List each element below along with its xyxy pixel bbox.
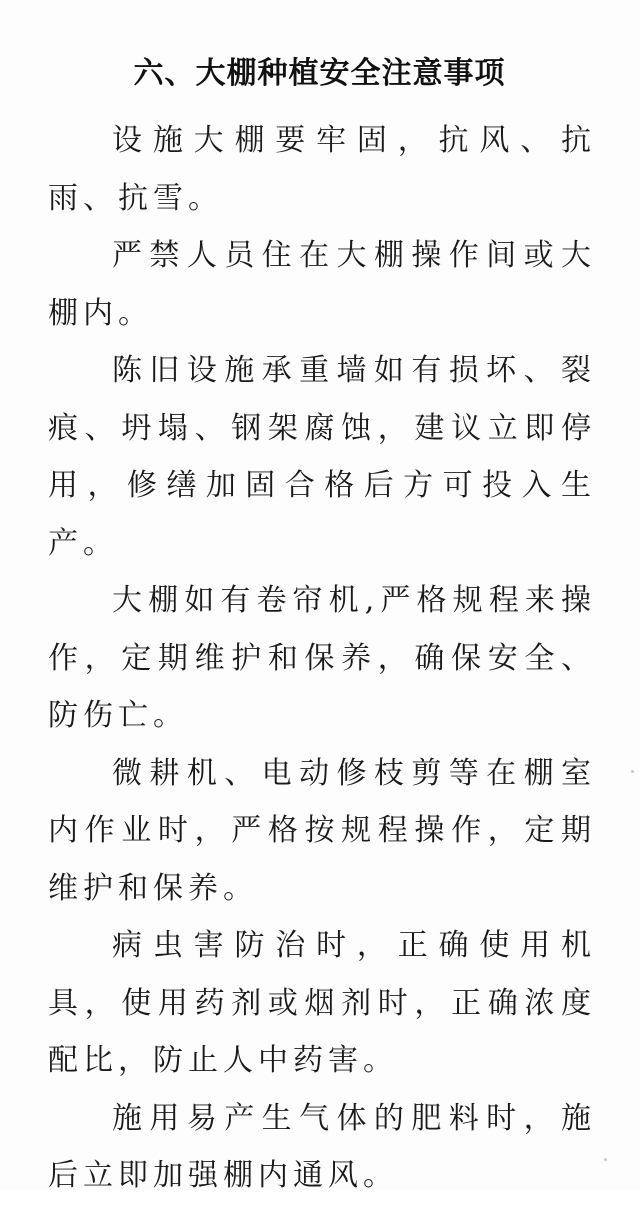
document-body: [48, 112, 596, 1205]
paragraph-3: 陈旧设施承重墙如有损坏、裂痕、坍塌、钢架腐蚀，建议立即停用，修缮加固合格后方可投入生产。: [48, 353, 596, 561]
paragraph-4: 大棚如有卷帘机,严格规程来操作，定期维护和保养，确保安全、防伤亡。: [48, 583, 596, 733]
document-title: 六、大棚种植安全注意事项: [133, 56, 506, 91]
paragraph-6: 病虫害防治时，正确使用机具，使用药剂或烟剂时，正确浓度配比，防止人中药害。: [48, 928, 596, 1078]
scan-speck: [604, 1158, 607, 1161]
scan-speck: [631, 770, 634, 773]
paragraph-1: 设施大棚要牢固，抗风、抗雨、抗雪。: [48, 123, 596, 216]
paragraph-2: 严禁人员住在大棚操作间或大棚内。: [48, 238, 596, 331]
paragraph-7: 施用易产生气体的肥料时，施后立即加强棚内通风。: [48, 1100, 596, 1193]
paragraph-5: 微耕机、电动修枝剪等在棚室内作业时，严格按规程操作，定期维护和保养。: [48, 755, 596, 906]
